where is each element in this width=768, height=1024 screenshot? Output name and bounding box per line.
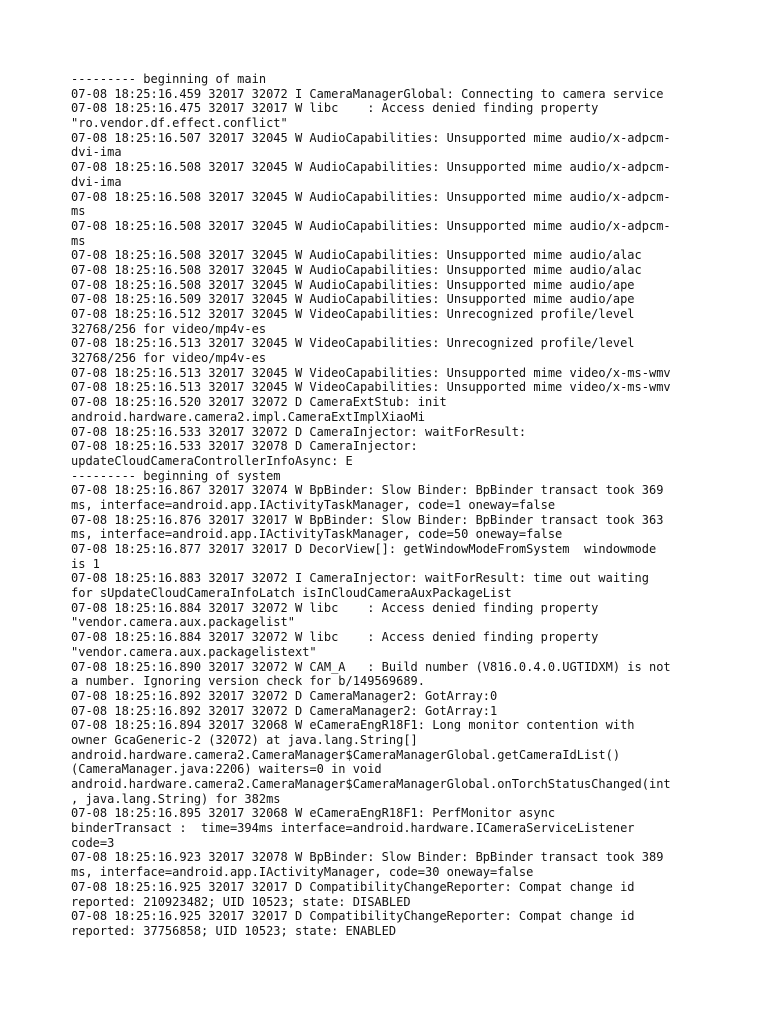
- log-line: owner GcaGeneric-2 (32072) at java.lang.String[]: [71, 732, 418, 747]
- log-line: "vendor.camera.aux.packagelist": [71, 615, 295, 630]
- log-line: 07-08 18:25:16.459 32017 32072 I CameraManagerGlobal: Connecting to camera service: [71, 86, 664, 101]
- log-line: 07-08 18:25:16.894 32017 32068 W eCameraEngR18F1: Long monitor contention with: [71, 718, 635, 733]
- log-line: 07-08 18:25:16.892 32017 32072 D CameraManager2: GotArray:0: [71, 688, 498, 703]
- log-line: 32768/256 for video/mp4v-es: [71, 321, 267, 336]
- log-line: 07-08 18:25:16.884 32017 32072 W libc : Access denied finding property: [71, 630, 599, 645]
- log-line: "vendor.camera.aux.packagelistext": [71, 644, 317, 659]
- log-line: is 1: [71, 556, 100, 571]
- log-line: a number. Ignoring version check for b/149569689.: [71, 674, 426, 689]
- log-line: 32768/256 for video/mp4v-es: [71, 351, 267, 366]
- log-line: for sUpdateCloudCameraInfoLatch isInCloudCameraAuxPackageList: [71, 586, 512, 601]
- log-line: 07-08 18:25:16.895 32017 32068 W eCameraEngR18F1: PerfMonitor async: [71, 806, 556, 821]
- log-line: 07-08 18:25:16.876 32017 32017 W BpBinder: Slow Binder: BpBinder transact took 363: [71, 512, 664, 527]
- log-line: 07-08 18:25:16.507 32017 32045 W AudioCapabilities: Unsupported mime audio/x-adpcm-: [71, 130, 671, 145]
- log-line: "ro.vendor.df.effect.conflict": [71, 116, 288, 131]
- log-line: ms: [71, 204, 86, 219]
- log-line: 07-08 18:25:16.508 32017 32045 W AudioCapabilities: Unsupported mime audio/x-adpcm-: [71, 218, 671, 233]
- log-line: 07-08 18:25:16.867 32017 32074 W BpBinder: Slow Binder: BpBinder transact took 369: [71, 483, 664, 498]
- log-line: dvi-ima: [71, 145, 122, 160]
- log-line: 07-08 18:25:16.890 32017 32072 W CAM_A : Build number (V816.0.4.0.UGTIDXM) is not: [71, 659, 671, 674]
- log-line: 07-08 18:25:16.475 32017 32017 W libc : Access denied finding property: [71, 101, 599, 116]
- log-line: --------- beginning of system: [71, 468, 281, 483]
- log-line: 07-08 18:25:16.508 32017 32045 W AudioCapabilities: Unsupported mime audio/x-adpcm-: [71, 160, 671, 175]
- log-line: 07-08 18:25:16.508 32017 32045 W AudioCapabilities: Unsupported mime audio/alac: [71, 248, 642, 263]
- log-line: ms, interface=android.app.IActivityTaskManager, code=1 oneway=false: [71, 497, 556, 512]
- log-line: 07-08 18:25:16.925 32017 32017 D CompatibilityChangeReporter: Compat change id: [71, 879, 635, 894]
- log-line: 07-08 18:25:16.513 32017 32045 W VideoCapabilities: Unsupported mime video/x-ms-wmv: [71, 365, 671, 380]
- log-line: reported: 37756858; UID 10523; state: ENABLED: [71, 923, 397, 938]
- log-line: android.hardware.camera2.impl.CameraExtImplXiaoMi: [71, 409, 426, 424]
- log-line: reported: 210923482; UID 10523; state: DISABLED: [71, 894, 411, 909]
- log-line: 07-08 18:25:16.923 32017 32078 W BpBinder: Slow Binder: BpBinder transact took 389: [71, 850, 664, 865]
- log-line: (CameraManager.java:2206) waiters=0 in void: [71, 762, 382, 777]
- log-line: 07-08 18:25:16.508 32017 32045 W AudioCapabilities: Unsupported mime audio/x-adpcm-: [71, 189, 671, 204]
- log-line: 07-08 18:25:16.892 32017 32072 D CameraManager2: GotArray:1: [71, 703, 498, 718]
- log-line: 07-08 18:25:16.508 32017 32045 W AudioCapabilities: Unsupported mime audio/ape: [71, 277, 635, 292]
- log-line: , java.lang.String) for 382ms: [71, 791, 281, 806]
- log-line: android.hardware.camera2.CameraManager$CameraManagerGlobal.onTorchStatusChanged(int: [71, 777, 671, 791]
- log-line: 07-08 18:25:16.508 32017 32045 W AudioCapabilities: Unsupported mime audio/alac: [71, 262, 642, 277]
- log-text-block: [71, 72, 711, 939]
- log-line: android.hardware.camera2.CameraManager$CameraManagerGlobal.getCameraIdList(): [71, 747, 621, 762]
- log-line: ms, interface=android.app.IActivityTaskManager, code=50 oneway=false: [71, 527, 563, 542]
- log-line: binderTransact : time=394ms interface=android.hardware.ICameraServiceListener: [71, 821, 635, 836]
- log-line: 07-08 18:25:16.533 32017 32078 D CameraInjector:: [71, 439, 418, 454]
- log-line: 07-08 18:25:16.513 32017 32045 W VideoCapabilities: Unrecognized profile/level: [71, 336, 635, 351]
- log-line: 07-08 18:25:16.883 32017 32072 I CameraInjector: waitForResult: time out waiting: [71, 571, 649, 586]
- log-line: --------- beginning of main: [71, 72, 267, 86]
- log-line: 07-08 18:25:16.512 32017 32045 W VideoCapabilities: Unrecognized profile/level: [71, 307, 635, 321]
- log-line: dvi-ima: [71, 174, 122, 189]
- log-line: 07-08 18:25:16.533 32017 32072 D CameraInjector: waitForResult:: [71, 424, 527, 439]
- log-line: 07-08 18:25:16.509 32017 32045 W AudioCapabilities: Unsupported mime audio/ape: [71, 292, 635, 307]
- log-line: 07-08 18:25:16.520 32017 32072 D CameraExtStub: init: [71, 395, 447, 410]
- log-line: 07-08 18:25:16.925 32017 32017 D CompatibilityChangeReporter: Compat change id: [71, 909, 635, 924]
- log-line: ms, interface=android.app.IActivityManager, code=30 oneway=false: [71, 865, 534, 880]
- log-line: 07-08 18:25:16.884 32017 32072 W libc : Access denied finding property: [71, 600, 599, 615]
- log-line: 07-08 18:25:16.877 32017 32017 D DecorView[]: getWindowModeFromSystem windowmode: [71, 542, 657, 556]
- log-line: 07-08 18:25:16.513 32017 32045 W VideoCapabilities: Unsupported mime video/x-ms-wmv: [71, 380, 671, 395]
- log-line: code=3: [71, 835, 115, 850]
- log-line: updateCloudCameraControllerInfoAsync: E: [71, 453, 353, 468]
- log-line: ms: [71, 233, 86, 248]
